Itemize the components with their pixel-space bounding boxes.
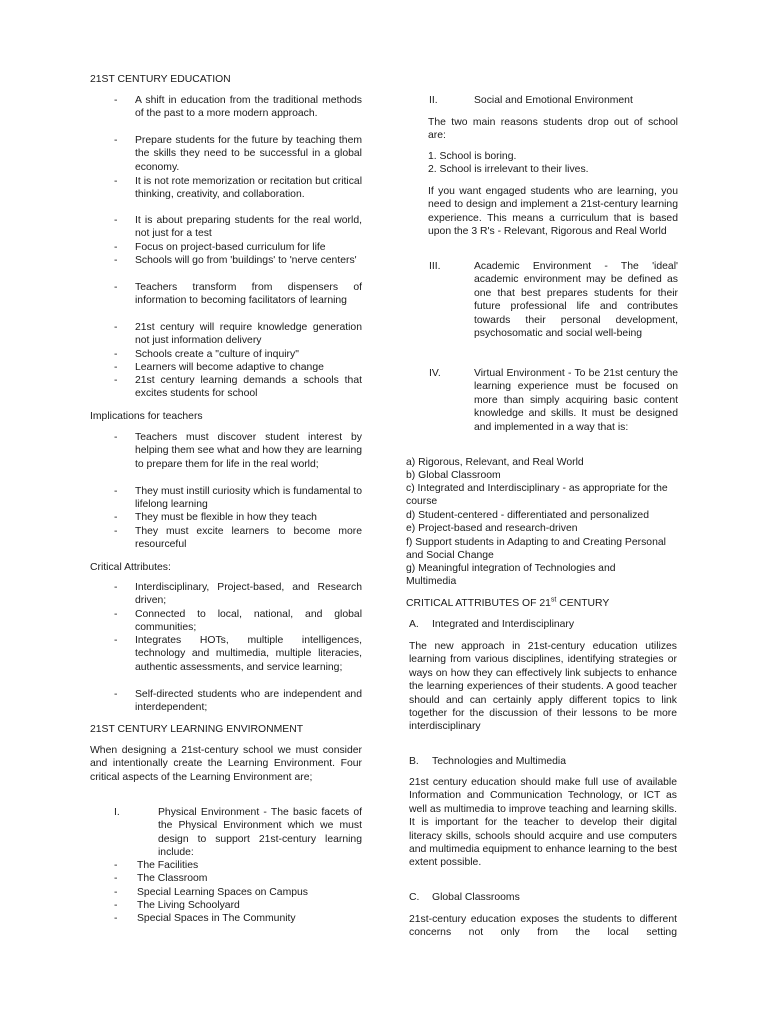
list-item-text: Teachers must discover student interest by helping them see what and how they are learning to prepare them for life in the real world; xyxy=(135,432,362,470)
lettered-list-item: b) Global Classroom xyxy=(406,470,501,481)
section-a-label: A. xyxy=(409,619,419,630)
critical-attributes-heading: Critical Attributes: xyxy=(90,562,171,573)
section-a-paragraph: The new approach in 21st-century education utilizes learning from various disciplines, identifying strategies or ways on how they can effectively link subjects to enhance the learning experiences of their students. A good teacher should and can certainly apply different topics to link together for the discussion of their lessons to be more interdisciplinary xyxy=(409,641,677,733)
bullet-dash: - xyxy=(114,135,118,146)
list-item-text: The Living Schoolyard xyxy=(137,900,240,911)
bullet-dash: - xyxy=(114,526,118,537)
bullet-dash: - xyxy=(114,887,118,898)
social-env-heading: Social and Emotional Environment xyxy=(474,95,633,106)
bullet-dash: - xyxy=(114,255,118,266)
bullet-dash: - xyxy=(114,486,118,497)
bullet-dash: - xyxy=(114,215,118,226)
list-item-text: Teachers transform from dispensers of information to becoming facilitators of learning xyxy=(135,282,362,307)
virtual-env-text: Virtual Environment - To be 21st century the learning experience must be focused on more than simply acquiring basic content knowledge and skills. It must be designed and implemented in a way that is: xyxy=(474,368,678,433)
section-b-label: B. xyxy=(409,756,419,767)
list-item-text: They must instill curiosity which is fundamental to lifelong learning xyxy=(135,486,362,511)
lettered-list-item: g) Meaningful integration of Technologies and Multimedia xyxy=(406,563,616,588)
section-c-paragraph: 21st-century education exposes the students to different concerns not only from the local setting xyxy=(409,914,677,939)
bullet-dash: - xyxy=(114,95,118,106)
list-item-text: A shift in education from the traditional methods of the past to a more modern approach. xyxy=(135,95,362,120)
list-item-text: They must be flexible in how they teach xyxy=(135,512,317,523)
reason-2: 2. School is irrelevant to their lives. xyxy=(428,164,589,175)
academic-env-text: Academic Environment - The 'ideal' academic environment may be defined as one that best prepares students for their future professional life and contributes towards their personal development, psychosomatic and social well-being xyxy=(474,261,678,340)
list-item-text: Interdisciplinary, Project-based, and Research driven; xyxy=(135,582,362,607)
reason-1: 1. School is boring. xyxy=(428,151,517,162)
social-env-number: II. xyxy=(429,95,438,106)
bullet-dash: - xyxy=(114,860,118,871)
list-item-text: It is not rote memorization or recitation but critical thinking, creativity, and collaboration. xyxy=(135,176,362,201)
section-c-label: C. xyxy=(409,892,420,903)
list-item-text: Schools create a "culture of inquiry" xyxy=(135,349,299,360)
bullet-dash: - xyxy=(114,322,118,333)
implications-heading: Implications for teachers xyxy=(90,411,203,422)
bullet-dash: - xyxy=(114,913,118,924)
bullet-dash: - xyxy=(114,689,118,700)
bullet-dash: - xyxy=(114,362,118,373)
doc-title: 21ST CENTURY EDUCATION xyxy=(90,74,231,85)
list-item-text: Integrates HOTs, multiple intelligences, technology and multimedia, multiple literacies, authentic assessments, and service learning; xyxy=(135,635,362,673)
list-item-text: The Facilities xyxy=(137,860,199,871)
engaged-students-paragraph: If you want engaged students who are learning, you need to design and implement a 21st-century learning experience. This means a curriculum that is based upon the 3 R's - Relevant, Rigorous and Real World xyxy=(428,186,678,238)
physical-env-text: Physical Environment - The basic facets of the Physical Environment which we must design to support 21st-century learning include: xyxy=(158,807,362,859)
lettered-list-item: a) Rigorous, Relevant, and Real World xyxy=(406,457,584,468)
list-item-text: The Classroom xyxy=(137,873,208,884)
list-item-text: 21st century learning demands a schools that excites students for school xyxy=(135,375,362,400)
bullet-dash: - xyxy=(114,512,118,523)
physical-env-number: I. xyxy=(114,807,120,818)
academic-env-number: III. xyxy=(429,261,441,272)
section-b-title: Technologies and Multimedia xyxy=(432,756,567,767)
bullet-dash: - xyxy=(114,282,118,293)
section-b-paragraph: 21st century education should make full use of available Information and Communication Technology, or ICT as well as multimedia to improve teaching and learning skills. It is important for the teacher to develop their digital literacy skills, schools should acquire and use computers and multimedia equipment to enhance learning to the best extent possible. xyxy=(409,777,677,869)
critical-attributes-21st-heading: CRITICAL ATTRIBUTES OF 21st CENTURY xyxy=(406,596,610,609)
bullet-dash: - xyxy=(114,609,118,620)
virtual-env-number: IV. xyxy=(429,368,441,379)
list-item-text: Special Spaces in The Community xyxy=(137,913,296,924)
bullet-dash: - xyxy=(114,242,118,253)
list-item-text: Learners will become adaptive to change xyxy=(135,362,324,373)
bullet-dash: - xyxy=(114,873,118,884)
lettered-list-item: f) Support students in Adapting to and Creating Personal and Social Change xyxy=(406,537,666,562)
lettered-list-item: d) Student-centered - differentiated and personalized xyxy=(406,510,649,521)
list-item-text: Connected to local, national, and global communities; xyxy=(135,609,362,634)
list-item-text: Prepare students for the future by teaching them the skills they need to be successful in a global economy. xyxy=(135,135,362,173)
list-item-text: 21st century will require knowledge generation not just information delivery xyxy=(135,322,362,347)
section-a-title: Integrated and Interdisciplinary xyxy=(432,619,575,630)
bullet-dash: - xyxy=(114,635,118,646)
bullet-dash: - xyxy=(114,375,118,386)
section-c-title: Global Classrooms xyxy=(432,892,520,903)
bullet-dash: - xyxy=(114,176,118,187)
dropout-reasons-paragraph: The two main reasons students drop out of school are: xyxy=(428,117,678,142)
list-item-text: Focus on project-based curriculum for life xyxy=(135,242,326,253)
list-item-text: Special Learning Spaces on Campus xyxy=(137,887,308,898)
learning-environment-paragraph: When designing a 21st-century school we must consider and intentionally create the Learning Environment. Four critical aspects of the Learning Environment are; xyxy=(90,745,362,783)
bullet-dash: - xyxy=(114,900,118,911)
list-item-text: It is about preparing students for the real world, not just for a test xyxy=(135,215,362,240)
list-item-text: Schools will go from 'buildings' to 'nerve centers' xyxy=(135,255,357,266)
bullet-dash: - xyxy=(114,349,118,360)
bullet-dash: - xyxy=(114,582,118,593)
lettered-list-item: e) Project-based and research-driven xyxy=(406,523,578,534)
lettered-list-item: c) Integrated and Interdisciplinary - as appropriate for the course xyxy=(406,483,668,508)
list-item-text: Self-directed students who are independent and interdependent; xyxy=(135,689,362,714)
list-item-text: They must excite learners to become more resourceful xyxy=(135,526,362,551)
bullet-dash: - xyxy=(114,432,118,443)
learning-environment-heading: 21ST CENTURY LEARNING ENVIRONMENT xyxy=(90,724,304,735)
